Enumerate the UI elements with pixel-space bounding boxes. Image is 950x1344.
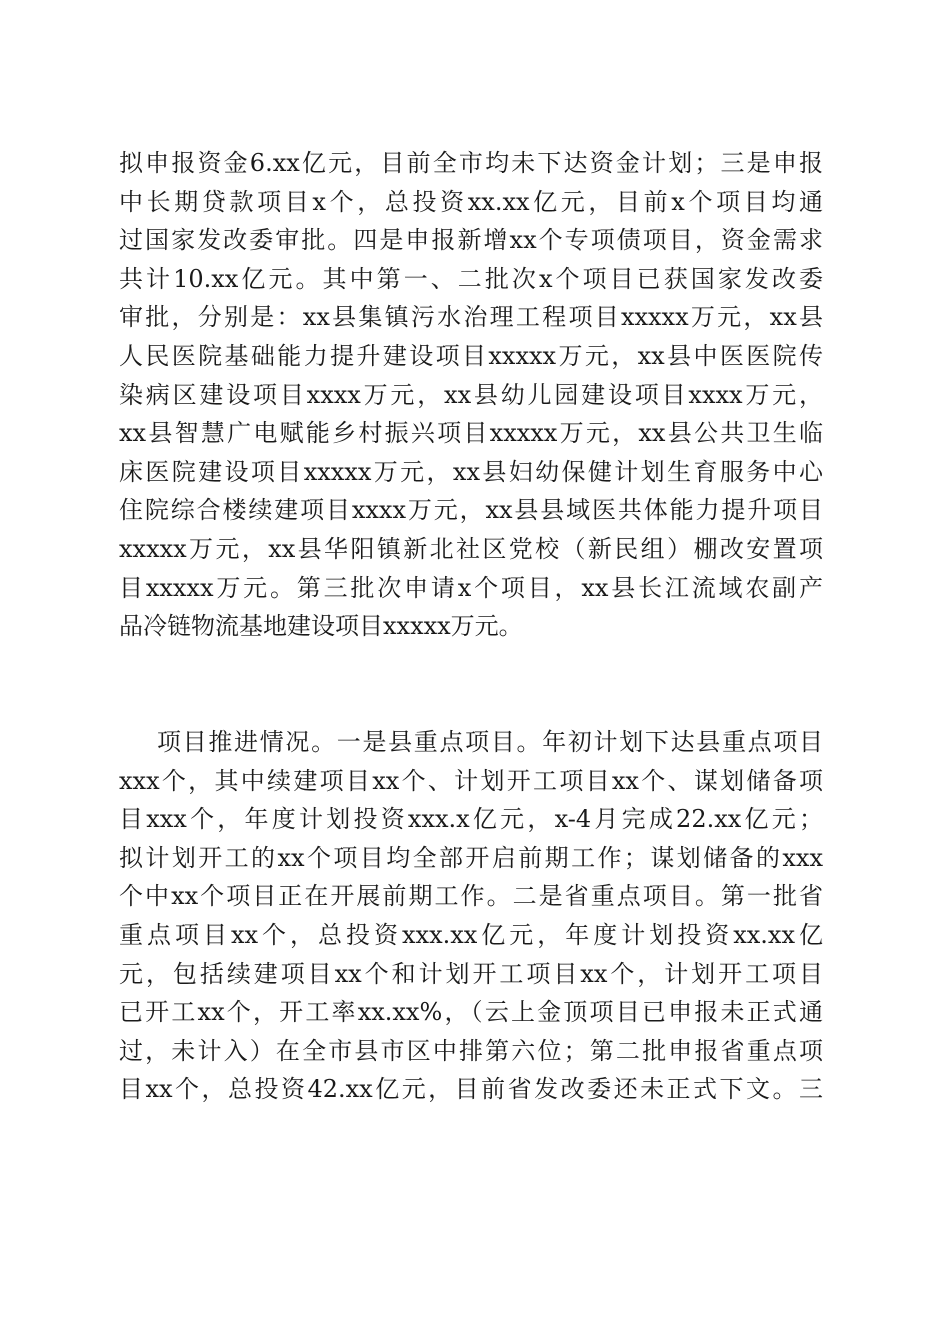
paragraph-line: 住院综合楼续建项目xxxx万元，xx县县域医共体能力提升项目 <box>119 496 823 525</box>
paragraph-line: 重点项目xx个，总投资xxx.xx亿元，年度计划投资xx.xx亿 <box>119 920 823 949</box>
paragraph-line: 目xxxxx万元。第三批次申请x个项目，xx县长江流域农副产 <box>119 573 823 602</box>
paragraph-line: 目xx个，总投资42.xx亿元，目前省发改委还未正式下文。三 <box>119 1075 823 1104</box>
paragraph-line: 项目推进情况。一是县重点项目。年初计划下达县重点项目 <box>157 728 823 756</box>
paragraph-line: 个中xx个项目正在开展前期工作。二是省重点项目。第一批省 <box>119 882 823 911</box>
paragraph-line: 目xxx个，年度计划投资xxx.x亿元，x-4月完成22.xx亿元； <box>119 805 823 834</box>
paragraph-line: 共计10.xx亿元。其中第一、二批次x个项目已获国家发改委 <box>119 264 823 293</box>
paragraph-line: 拟计划开工的xx个项目均全部开启前期工作；谋划储备的xxx <box>119 843 823 872</box>
paragraph-line: 过，未计入）在全市县市区中排第六位；第二批申报省重点项 <box>119 1036 823 1065</box>
paragraph-line: 床医院建设项目xxxxx万元，xx县妇幼保健计划生育服务中心 <box>119 457 823 486</box>
paragraph-line: 品冷链物流基地建设项目xxxxx万元。 <box>119 612 523 641</box>
paragraph-line: 已开工xx个，开工率xx.xx%，（云上金顶项目已申报未正式通 <box>119 998 823 1027</box>
paragraph-line: xxxxx万元，xx县华阳镇新北社区党校（新民组）棚改安置项 <box>119 534 823 563</box>
paragraph-line: 中长期贷款项目x个，总投资xx.xx亿元，目前x个项目均通 <box>119 187 823 216</box>
paragraph-line: xxx个，其中续建项目xx个、计划开工项目xx个、谋划储备项 <box>119 766 823 795</box>
paragraph-line: 元，包括续建项目xx个和计划开工项目xx个，计划开工项目 <box>119 959 823 988</box>
paragraph-line: 拟申报资金6.xx亿元，目前全市均未下达资金计划；三是申报 <box>119 149 823 177</box>
paragraph-line: xx县智慧广电赋能乡村振兴项目xxxxx万元，xx县公共卫生临 <box>119 419 823 448</box>
paragraph-line: 过国家发改委审批。四是申报新增xx个专项债项目，资金需求 <box>119 226 823 255</box>
paragraph-funding-projects <box>119 144 823 646</box>
paragraph-line: 审批，分别是：xx县集镇污水治理工程项目xxxxx万元，xx县 <box>119 303 823 332</box>
paragraph-line: 染病区建设项目xxxx万元，xx县幼儿园建设项目xxxx万元， <box>119 380 823 409</box>
paragraph-project-progress <box>119 723 823 1109</box>
paragraph-line: 人民医院基础能力提升建设项目xxxxx万元，xx县中医医院传 <box>119 341 823 370</box>
